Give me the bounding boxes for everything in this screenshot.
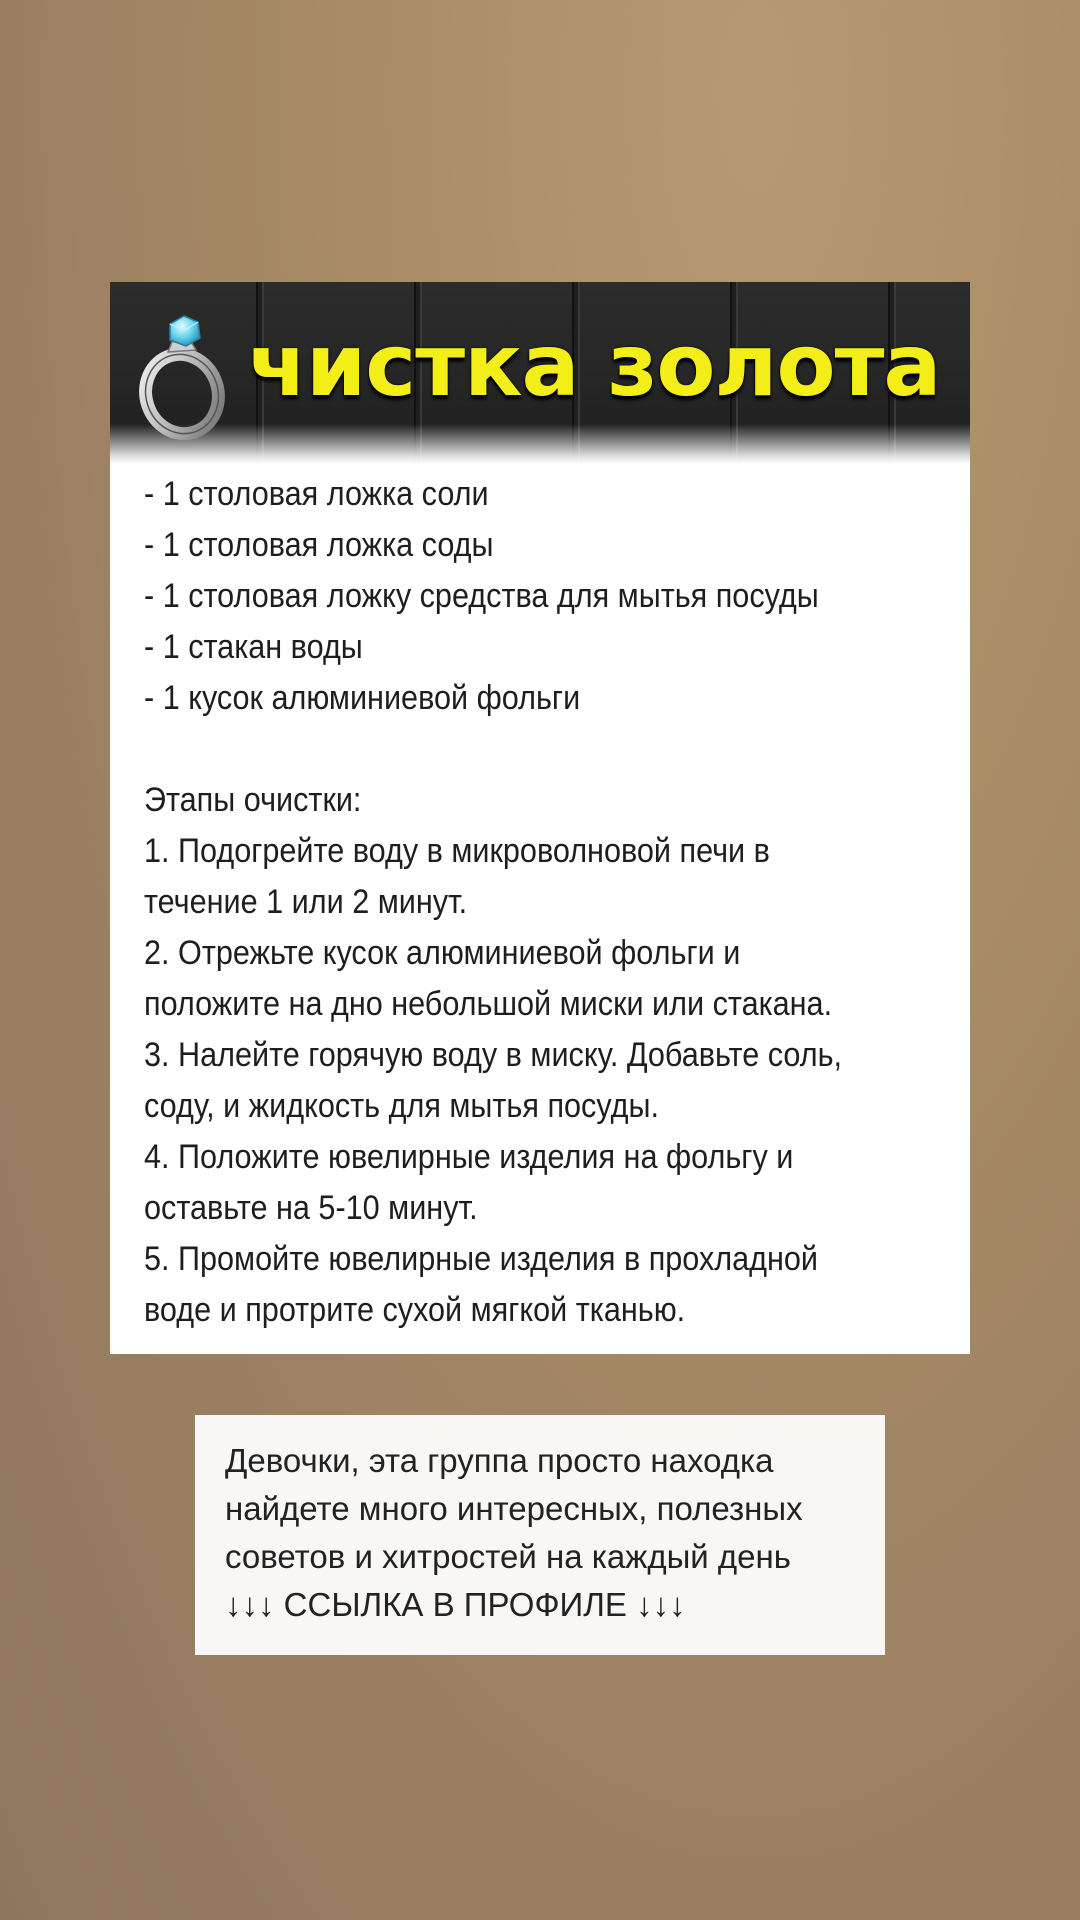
step-line: положите на дно небольшой миски или стакана. xyxy=(144,985,833,1023)
promo-note xyxy=(195,1415,885,1655)
step-line: 4. Положите ювелирные изделия на фольгу и xyxy=(144,1138,794,1176)
ingredient-item: - 1 столовая ложка соли xyxy=(144,475,489,513)
card-header xyxy=(110,282,970,464)
profile-link-text[interactable]: ↓↓↓ ССЫЛКА В ПРОФИЛЕ ↓↓↓ xyxy=(225,1586,686,1623)
promo-line: советов и хитростей на каждый день xyxy=(225,1538,791,1575)
card-title: чистка золота xyxy=(248,316,941,416)
promo-line: найдете много интересных, полезных xyxy=(225,1490,803,1527)
step-line: 3. Налейте горячую воду в миску. Добавьте соль, xyxy=(144,1036,843,1074)
card-body xyxy=(144,469,873,1336)
step-line: воде и протрите сухой мягкой тканью. xyxy=(144,1291,686,1329)
ingredient-item: - 1 стакан воды xyxy=(144,628,363,666)
step-line: 2. Отрежьте кусок алюминиевой фольги и xyxy=(144,934,741,972)
ring-icon xyxy=(128,312,238,442)
ingredient-item: - 1 столовая ложка соды xyxy=(144,526,494,564)
step-line: 5. Промойте ювелирные изделия в прохладной xyxy=(144,1240,819,1278)
steps-heading: Этапы очистки: xyxy=(144,781,362,819)
step-line: 1. Подогрейте воду в микроволновой печи в xyxy=(144,832,770,870)
recipe-card xyxy=(110,282,970,1354)
step-line: течение 1 или 2 минут. xyxy=(144,883,468,921)
promo-line: Девочки, эта группа просто находка xyxy=(225,1442,774,1479)
step-line: соду, и жидкость для мытья посуды. xyxy=(144,1087,659,1125)
ingredient-item: - 1 столовая ложку средства для мытья посуды xyxy=(144,577,819,615)
step-line: оставьте на 5-10 минут. xyxy=(144,1189,478,1227)
ingredient-item: - 1 кусок алюминиевой фольги xyxy=(144,679,581,717)
